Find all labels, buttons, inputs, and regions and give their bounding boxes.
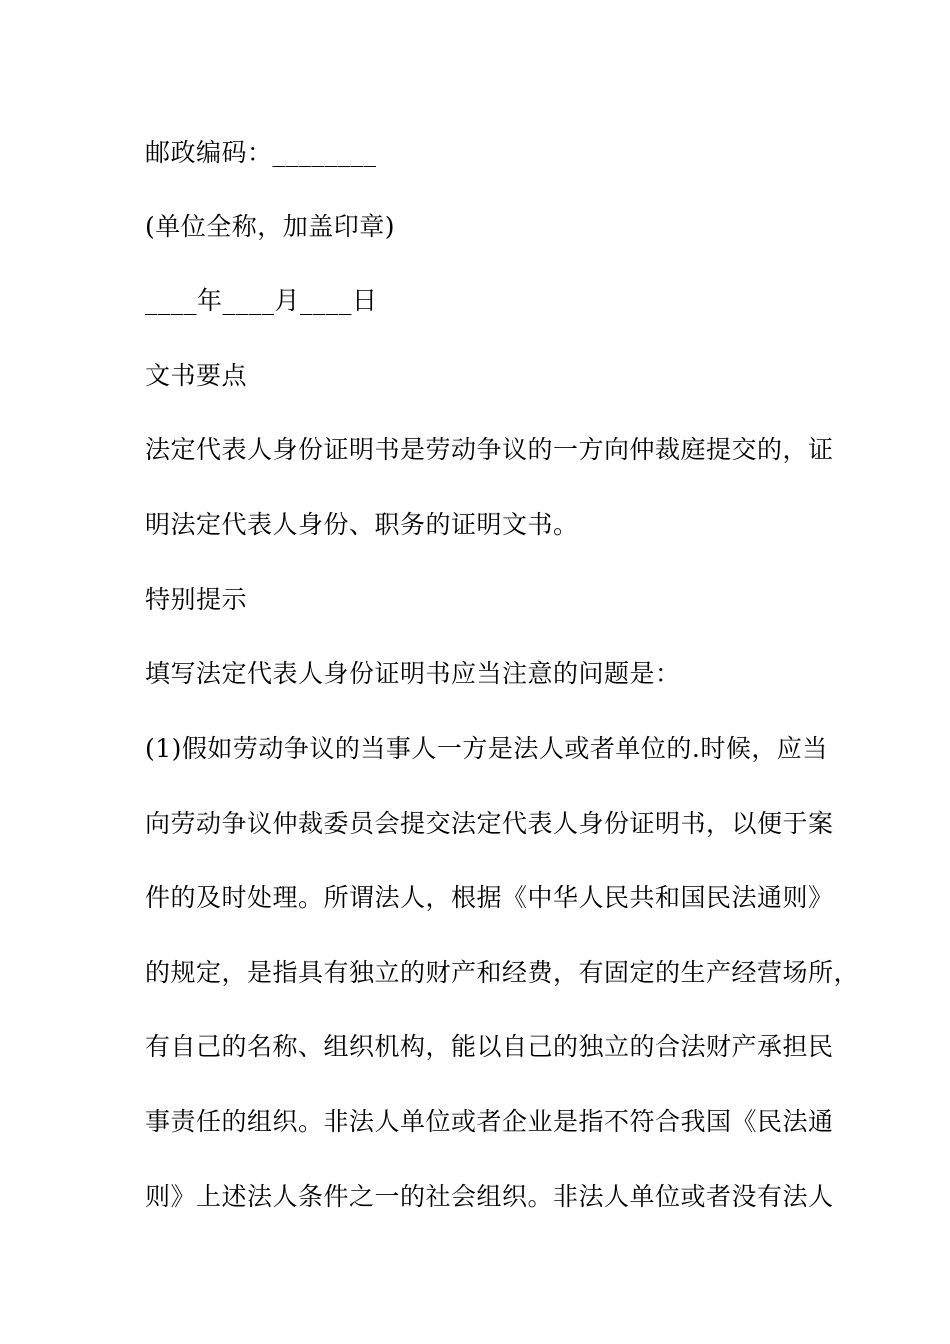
section-2-line-7: 则》上述法人条件之一的社会组织。非法人单位或者没有法人 (145, 1182, 834, 1211)
day-blank: ____ (300, 286, 353, 315)
section-2-line-3: 件的及时处理。所谓法人，根据《中华人民共和国民法通则》 (145, 883, 834, 912)
section-1-line-2: 明法定代表人身份、职务的证明文书。 (145, 510, 579, 539)
section-2-line-5: 有自己的名称、组织机构，能以自己的独立的合法财产承担民 (145, 1032, 834, 1061)
month-label: 月 (274, 286, 301, 315)
date-line (145, 286, 845, 316)
day-label: 日 (352, 286, 378, 315)
postal-code-label: 邮政编码： (145, 138, 273, 167)
postal-code-blank: ________ (272, 138, 377, 167)
year-blank: ____ (145, 286, 197, 315)
section-2-line-6: 事责任的组织。非法人单位或者企业是指不符合我国《民法通 (145, 1107, 834, 1136)
section-2-line-2: 向劳动争议仲裁委员会提交法定代表人身份证明书，以便于案 (145, 809, 834, 838)
section-2-line-4: 的规定，是指具有独立的财产和经费，有固定的生产经营场所， (145, 958, 860, 987)
section-2-heading: 特别提示 (145, 585, 248, 614)
section-2-intro: 填写法定代表人身份证明书应当注意的问题是： (145, 659, 681, 688)
year-label: 年 (197, 286, 223, 315)
month-blank: ____ (222, 286, 275, 315)
postal-code-line (145, 138, 845, 168)
section-1-line-1: 法定代表人身份证明书是劳动争议的一方向仲裁庭提交的，证 (145, 435, 834, 464)
unit-note: (单位全称，加盖印章) (145, 212, 396, 241)
section-1-heading: 文书要点 (145, 361, 248, 390)
section-2-line-1: (1)假如劳动争议的当事人一方是法人或者单位的.时候，应当 (145, 734, 828, 763)
